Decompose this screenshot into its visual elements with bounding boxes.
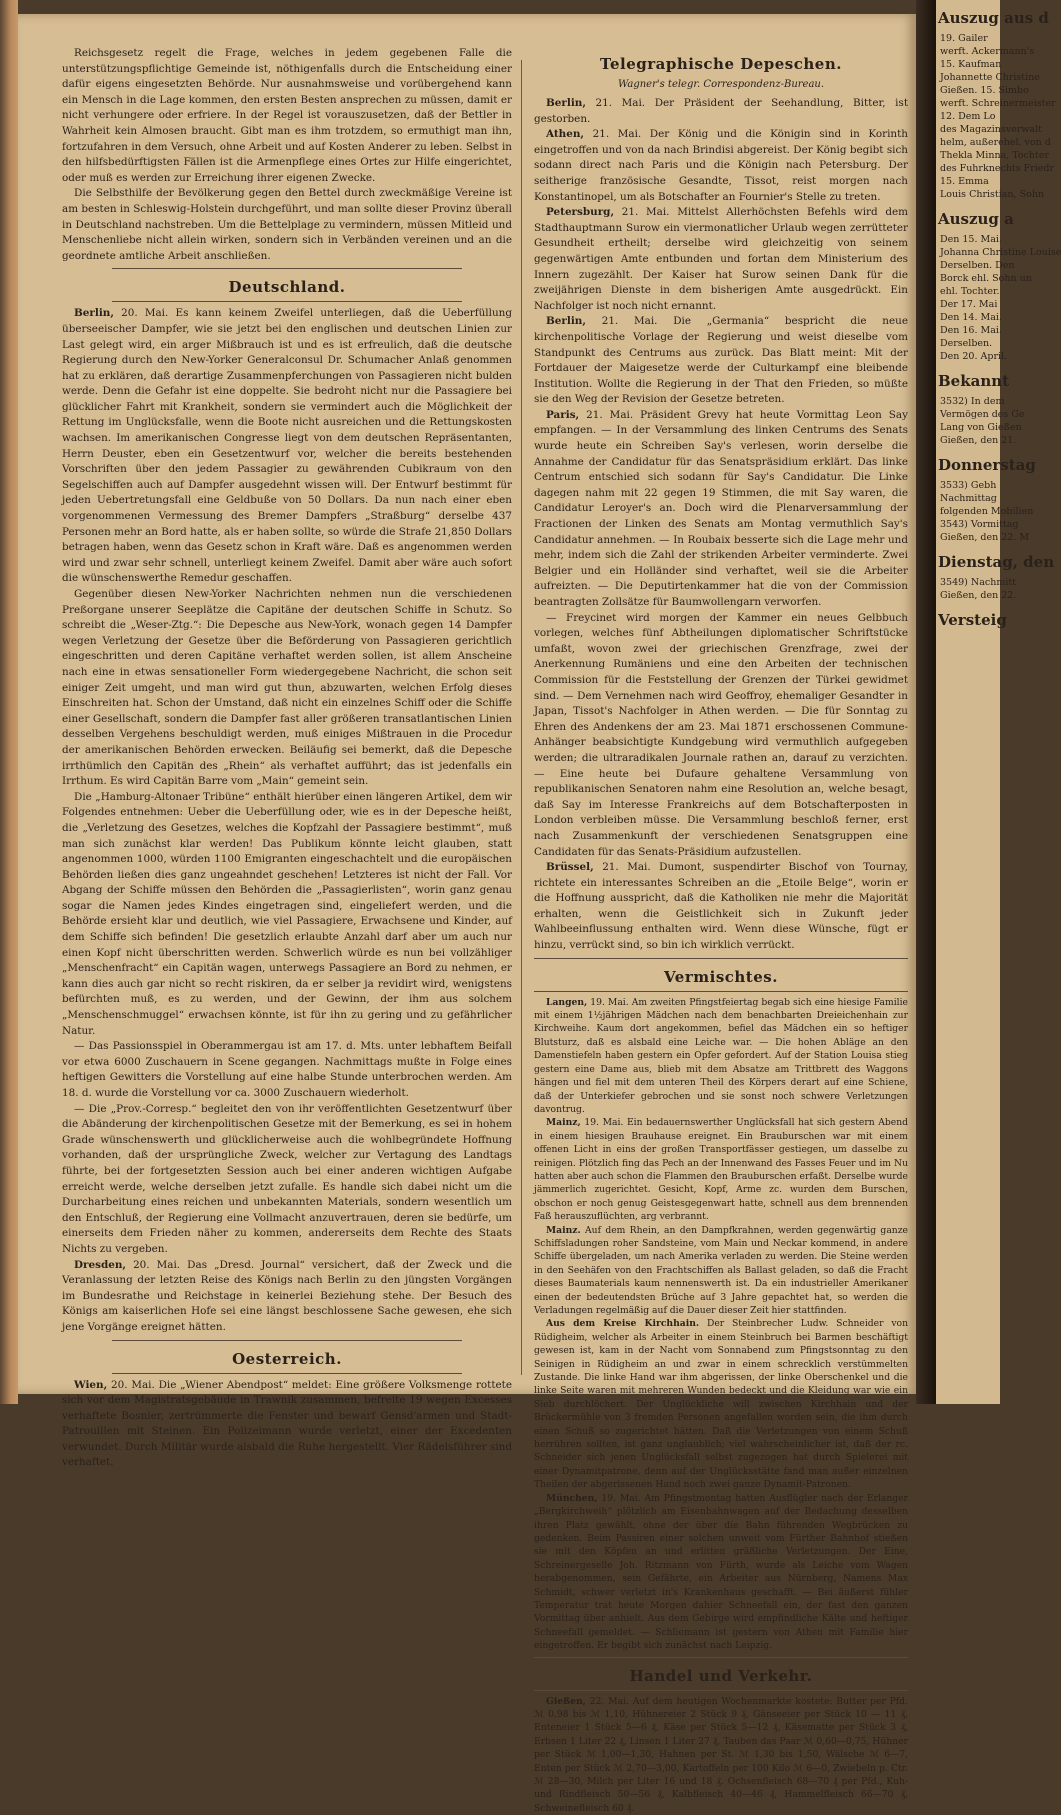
adjacent-line: 3532) In dem (940, 396, 1005, 407)
article-text: Auf dem heutigen Wochenmarkte kostete: Butter per Pfd. ℳ 0,98 bis ℳ 1,10, Hühnereier 2 Stück 9 ₰, Gänseeier per Stück 10 — 11 ₰, Enteneier 1 Stück 5—6 ₰, Käse per Stück 5—12 ₰, Käsematte per Stück 3 ₰, Erbsen 1 Liter 22 ₰, Linsen 1 Liter 27 ₰, Tauben das Paar ℳ 0,60—0,75, Hühner per Stück ℳ 1,00—1,30, Hahnen per St. ℳ 1,30 bis 1,50, Wälsche ℳ 6—7, Enten per Stück ℳ 2,70—3,00, Kartoffeln per 100 Kilo ℳ 6—0, Zwiebeln p. Ctr. ℳ 28—30, Milch per Liter 16 und 18 ₰. Ochsenfleisch 68—70 ₰ per Pfd., Kuh- und Rindfleisch 50—56 ₰, Kalbfleisch 40—46 ₰, Hammelfleisch 66—70 ₰, Schweinefleisch 60 ₰. (534, 1695, 908, 1814)
dateline: Langen, (546, 996, 588, 1008)
article-text: Dumont, suspendirter Bischof von Tournay, richtete ein interessantes Schreiben an die „Etoile Belge“, worin er die Hoffnung ausspricht, daß die Katholiken nie mehr die Majorität erhalten, wenn die Geistlichkeit sich in Zukunft jeder Wahlbeeinflussung enthalten wird. Wenn diese Wünsche, fügt er hinzu, verrückt sind, so bin ich wirklich verrückt. (534, 861, 908, 952)
adjacent-line: des Fuhrknechts Friedr (940, 163, 1055, 174)
article-text: Der Präsident der Seehandlung, Bitter, ist gestorben. (534, 97, 909, 125)
divider (112, 301, 462, 302)
dateline: München, (546, 1492, 598, 1504)
news-item (534, 860, 908, 954)
section-heading-oesterreich: Oesterreich. (232, 1349, 342, 1368)
dateline: Gießen, (546, 1695, 586, 1707)
news-item (534, 96, 908, 127)
adjacent-line: Nachmittag (940, 493, 997, 504)
news-item (534, 1695, 908, 1815)
article-text: — Die „Prov.-Corresp.“ begleitet den von ihr veröffentlichten Gesetzentwurf über die Abänderung der kirchenpolitischen Gesetze mit der Bemerkung, es sei in hohem Grade wünschenswerth und glücklicherweise auch die wohlbegründete Hoffnung vorhanden, daß der ursprüngliche Zweck, welcher zur Vertagung des Landtags führte, bei der fortgesetzten Session auch bei einer anderen wichtigen Aufgabe erreicht werde, welche derselben jetzt zufalle. Es handle sich dabei nicht um die Durcharbeitung eines reichen und unbekannten Materials, sondern wesentlich um den Entschluß, der Regierung eine Vollmacht anzuvertrauen, deren sie bedürfe, um einerseits dem Frieden näher zu kommen, andererseits dem Rechte des Staats Nichts zu vergeben. (62, 1102, 512, 1255)
date: 21. Mai. (595, 97, 646, 109)
adjacent-line: Gießen, den 21. (940, 435, 1017, 446)
date: 22. Mai. (589, 1695, 629, 1707)
adjacent-heading: Auszug a (938, 210, 1014, 228)
right-column (534, 46, 909, 1814)
article-text: Präsident Grevy hat heute Vormittag Leon Say empfangen. — In der Versammlung des linken Centrums des Senats wurde heute ein Schreiben Say's verlesen, worin derselbe die Annahme der Candidatur für das Senatspräsidium erklärt. Das linke Centrum entschied sich sodann für Say's Candidatur. Die Linke dagegen nahm mit 22 gegen 19 Stimmen, die mit Say waren, die Candidatur Leroyer's an. Doch wird die Plenarversammlung der Fractionen der Linken des Senats am Montag vermuthlich Say's Candidatur annehmen. — In Roubaix besserte sich die Lage mehr und mehr, indem sich die Zahl der strikenden Arbeiter verminderte. Zwei Belgier und ein Holländer sind verhaftet, weil sie die Arbeiter aufreizten. — Die Deputirtenkammer hat die von der Commission beantragten Zollsätze für Baumwollengarn verworfen. (534, 408, 908, 608)
news-item (534, 1317, 908, 1491)
dateline: Petersburg, (546, 206, 615, 219)
divider (112, 268, 462, 269)
adjacent-line: 15. Kaufman (940, 59, 1002, 70)
left-column (62, 46, 512, 1469)
dateline: Wien, (74, 1378, 108, 1391)
section-heading-deutschland: Deutschland. (228, 278, 346, 297)
adjacent-line: Derselben. (940, 338, 993, 349)
article-text: Die „Germania“ bespricht die neue kirchenpolitische Vorlage der Regierung und weist dieselbe vom Standpunkt des Centrums aus zurück. Das Blatt meint: Mit der Fortdauer der Maigesetze werde der Culturkampf eine bleibende Institution. Wollte die Regierung in der That den Frieden, so müßte sie den Weg der Revision der Gesetze betreten. (534, 315, 908, 406)
date: 21. Mai. (601, 315, 658, 328)
oesterreich-articles (62, 1378, 512, 1472)
adjacent-heading: Auszug aus d (938, 9, 1049, 27)
news-item (534, 1116, 908, 1223)
intro-article (62, 46, 512, 264)
article-text: Mittelst Allerhöchsten Befehls wird dem Stadthauptmann Surow ein viermonatlicher Urlaub wegen zerrütteter Gesundheit ertheilt; derselbe wird gleichzeitig von seinem gegenwärtigen Amte entbunden und fortan dem Ministerium des Innern zugezählt. Der Kaiser hat Surow seinen Dank für die zweijährigen Dienste in dem bisherigen Amte ausgedrückt. Ein Nachfolger ist noch nicht ernannt. (534, 206, 909, 312)
news-item (534, 205, 908, 314)
dateline: Mainz, (546, 1117, 581, 1129)
adjacent-line: 15. Emma (940, 176, 989, 187)
column-divider (521, 60, 522, 1375)
handel-articles (534, 1695, 908, 1815)
date: 19. Mai. (601, 1492, 641, 1504)
telegraph-articles (534, 96, 908, 954)
article-text: Die „Wiener Abendpost“ meldet: Eine größere Volksmenge rottete sich vor dem Magistratsgebäude in Trawnik zusammen, befreite 19 wegen Excesses verhaftete Bosnier, zertrümmerte die Fenster und bewarf Gensd'armen und Stadt-Patrouillen mit Steinen. Ein Polizeimann wurde verletzt, einer der Excedenten verwundet. Durch Militär wurde alsbald die Ruhe hergestellt. Vier Rädelsführer sind verhaftet. (62, 1378, 512, 1469)
adjacent-line: Lang von Gießen (940, 422, 1022, 433)
adjacent-line: 3533) Gebh (940, 480, 997, 491)
date: 19. Mai. (590, 996, 629, 1008)
article-text: Der König und die Königin sind in Korinth eingetroffen und von da nach Brindisi abgereist. Der König begibt sich sodann direct nach Paris und die Königin nach Petersburg. Der seitherige französische Gesandte, Tissot, reist morgen nach Konstantinopel, um als Botschafter an Fournier's Stelle zu treten. (534, 128, 908, 203)
article-text: Auf dem Rhein, an den Dampfkrahnen, werden gegenwärtig ganze Schiffsladungen roher Sandsteine, vom Main und Neckar kommend, in andere Schiffe übergeladen, um nach Amerika verladen zu werden. Die Steine werden in den Seehäfen von den Frachtschiffen als Ballast geladen, so daß die Fracht dieses Baumaterials kaum nennenswerth ist. Da ein industrieller Amerikaner einen der bedeutendsten Brüche auf 3 Jahre gepachtet hat, so werden die Verladungen regelmäßig auf die Dauer dieser Zeit hier stattfinden. (534, 1224, 908, 1316)
adjacent-page-edge (936, 0, 1061, 1404)
news-item (534, 996, 908, 1117)
adjacent-line: des Magazinsverwalt (940, 124, 1042, 135)
adjacent-line: 12. Dem Lo (940, 111, 996, 122)
adjacent-line: Louis Christian, Sohn (940, 189, 1045, 200)
news-item (62, 1258, 512, 1336)
dateline: Aus dem Kreise Kirchhain. (546, 1318, 700, 1330)
adjacent-line: ehl. Tochter. (940, 286, 1000, 297)
article-text: Die „Hamburg-Altonaer Tribüne“ enthält hierüber einen längeren Artikel, dem wir Folgendes entnehmen: Ueber die Ueberfüllung oder, wie es in der Depesche heißt, die „Verletzung des Gesetzes, welches die Kopfzahl der Passagiere bestimmt“, muß man sich zunächst klar werden! Das Publikum könnte leicht glauben, statt angenommen 1000, würden 1100 Emigranten eingeschachtelt und die europäischen Behörden ließen dies ganz ungeahndet geschehen! Letzteres ist nicht der Fall. Vor Abgang der Schiffe müssen den Behörden die „Passagierlisten“, worin ganz genau sogar die Namen jedes Kindes eingetragen sind, eingeliefert werden, und die Behörde ersieht klar und deutlich, wie viel Passagiere, Erwachsene und Kinder, auf dem Schiffe sich befinden! Die gesetzlich erlaubte Anzahl darf aber um auch nur einen Kopf nicht überschritten werden. Schwerlich würde es nun bei vollzähliger „Menschenfracht“ ein Capitän wagen, unterwegs Passagiere an Bord zu nehmen, er kann dies auch gar nicht so recht riskiren, da er selber ja revidirt wird, wenigstens befürchten muß, es zu werden, und der Gewinn, der ihm aus solchem „Menschenschmuggel“ erwachsen könnte, ist für ihn zu gering und zu gefährlicher Natur. (62, 790, 512, 1037)
adjacent-line: Gießen. 15. Simbo (940, 85, 1029, 96)
vermischtes-articles (534, 996, 908, 1653)
adjacent-heading: Versteig (938, 611, 1007, 629)
adjacent-line: Der 17. Mai (940, 299, 998, 310)
article-text: Es kann keinem Zweifel unterliegen, daß die Ueberfüllung überseeischer Dampfer, wie sie jetzt bei den englischen und deutschen Linien zur Last gelegt wird, ein arger Mißbrauch ist und es ist erfreulich, daß die deutsche Regierung durch den New-Yorker Generalconsul Dr. Schumacher Anlaß genommen hat zu erklären, daß derartige Zusammenpferchungen von Passagieren nicht bulden werde. Denn die Gefahr ist eine doppelte. Sie bedroht nicht nur die Passagiere bei glücklicher Fahrt mit Krankheit, sondern sie vermindert auch die Möglichkeit der Rettung im Unglücksfalle, wenn die Boote nicht ausreichen und die Rettungskosten wachsen. Im amerikanischen Congresse liegt von dem deutschen Repräsentanten, Herrn Deuster, eben ein Gesetzentwurf vor, welcher die bereits bestehenden Vorschriften über den jedem Passagier zu gewährenden Cubikraum von den Segelschiffen auch auf Dampfer ausgedehnt wissen will. Der Entwurf bestimmt für jeden Uebertretungsfall eine Geldbuße von 50 Dollars. Da nun nach einer eben vorgenommenen Vermessung des Bremer Dampfers „Straßburg“ derselbe 437 Personen mehr an Bord hatte, als er haben sollte, so würde die Strafe 21,850 Dollars betragen haben, wenn das Gesetz schon in Kraft wäre. Daß es angenommen werden wird und zwar sehr schnell, unterliegt keinem Zweifel. Damit aber wäre auch sofort die wünschenswerthe Remedur geschaffen. (62, 307, 512, 585)
dateline: Berlin, (74, 307, 114, 320)
adjacent-page-text (936, 6, 1061, 632)
news-item (534, 1492, 908, 1653)
news-item (62, 306, 512, 587)
book-gutter (916, 0, 936, 1404)
dateline: Paris, (546, 408, 580, 421)
news-item (534, 611, 908, 861)
article-text: Am Pfingstmontag hatten Ausflügler nach der Erlanger „Bergkirchweih“ plötzlich am Eisenbahnwagen auf der Bedachung desselben ihren Platz gewählt, ohne der über die Bahn führenden Wegbrücken zu gedenken. Beim Passiren einer solchen unweit vom Fürther Bahnhof stießen sie mit den Köpfen an und erlitten gräßliche Verletzungen. Der Eine, Schreinergeselle Joh. Ritzmann von Fürth, wurde als Leiche vom Wagen herabgenommen, sein Gefährte, ein Arbeiter aus Nürnberg, Namens Max Schmidt, schwer verletzt in's Krankenhaus geschafft. — Bei äußerst fühler Temperatur trat heute Morgen dahier Schneefall ein, der fast den ganzen Vormittag über anhielt. Aus dem Gebirge wird empfindliche Kälte und heftiger Schneefall gemeldet. — Schliemann ist gestern von Athen mit Familie hier eingetroffen. Er begibt sich zunächst nach Leipzig. (534, 1492, 909, 1652)
dateline: Berlin, (546, 97, 586, 109)
date: 21. Mai. (602, 861, 651, 874)
adjacent-line: werft. Schreinermeister (940, 98, 1056, 109)
news-item (62, 790, 512, 1040)
divider (534, 1690, 908, 1691)
date: 21. Mai. (621, 206, 670, 219)
date: 20. Mai. (133, 1258, 181, 1271)
divider (534, 958, 908, 959)
adjacent-heading: Donnerstag (938, 456, 1036, 474)
news-item (534, 1224, 908, 1318)
adjacent-heading: Dienstag, den (938, 553, 1055, 571)
date: 20. Mai. (121, 307, 169, 320)
date: 20. Mai. (111, 1378, 155, 1391)
adjacent-line: folgenden Mobilien (940, 506, 1034, 517)
dateline: Brüssel, (546, 861, 594, 874)
article-text: Am zweiten Pfingstfeiertag begab sich eine hiesige Familie mit einem 1½jährigen Mädchen nach dem benachbarten Dreieichenhain zur Kirchweihe. Kaum dort angekommen, befiel das Mädchen ein so heftiger Blutsturz, daß es alsbald eine Leiche war. — Die hohen Abläge an den Damenstiefeln haben gestern ein Opfer gefordert. Auf der Station Louisa stieg gestern eine Dame aus, blieb mit dem Absatze am Trittbrett des Waggons hängen und fiel mit dem unteren Theil des Körpers derart auf eine Schiene, daß der Unterkiefer gebrochen und sie sonst noch schwere Verletzungen davontrug. (534, 996, 908, 1115)
book-spine (0, 0, 18, 1404)
news-item (534, 408, 908, 611)
adjacent-heading: Bekannt (938, 372, 1010, 390)
news-item (62, 1102, 512, 1258)
dateline: Dresden, (74, 1258, 126, 1271)
paragraph: Reichsgesetz regelt die Frage, welches in jedem gegebenen Falle die unterstützungspflichtige Gemeinde ist, nöthigenfalls durch die Entscheidung einer dafür eigens eingesetzten Behörde. Nur ausnahmsweise und vorübergehend kann ein Mensch in die Lage kommen, den ersten Besten ansprechen zu müssen, damit er nicht verhungere oder erfriere. In der Regel ist vorauszusetzen, daß der Bettler in Wahrheit kein Almosen braucht. Gibt man es ihm trotzdem, so ermuthigt man ihn, fortzufahren in dem Versuch, ohne Arbeit und auf Kosten Anderer zu leben. Selbst in den hilfsbedürftigsten Fällen ist die Armenpflege eines Ortes zur Hilfe eingerichtet, oder muß es werden zur Erreichung ihrer eigenen Zwecke. (62, 47, 512, 184)
dateline: Berlin, (546, 315, 586, 328)
section-heading-vermischtes: Vermischtes. (664, 967, 778, 986)
deutschland-articles (62, 306, 512, 1335)
adjacent-line: Johanna Christine Louise (940, 247, 1061, 258)
article-text: — Das Passionsspiel in Oberammergau ist am 17. d. Mts. unter lebhaftem Beifall vor etwa 6000 Zuschauern in Scene gegangen. Nachmittags mußte in Folge eines heftigen Gewitters die Vorstellung auf eine halbe Stunde unterbrochen werden. Am 18. d. wurde die Vorstellung vor ca. 3000 Zuschauern wiederholt. (62, 1040, 512, 1099)
adjacent-line: Borck ehl. Sohn un (940, 273, 1032, 284)
news-item (534, 314, 908, 408)
adjacent-line: Den 20. April. (940, 351, 1008, 362)
adjacent-line: Thekla Minna, Tochter (940, 150, 1049, 161)
divider (534, 1657, 908, 1658)
adjacent-line: Johannette Christine (940, 72, 1040, 83)
paragraph: Die Selbsthilfe der Bevölkerung gegen den Bettel durch zweckmäßige Vereine ist am besten in Schleswig-Holstein durchgeführt, und man sollte dieser Provinz überall in Deutschland nachstreben. Um die Bettelplage zu vermindern, müssen Mitleid und Menschenliebe nicht allein wirken, sondern sich in Verbänden vereinen und an die geordnete amtliche Arbeit anschließen. (62, 187, 512, 262)
article-text: — Freycinet wird morgen der Kammer ein neues Gelbbuch vorlegen, welches fünf Abtheilungen diplomatischer Schriftstücke umfaßt, wovon zwei der griechischen Grenzfrage, zwei der Anerkennung Rumäniens und eine den Arbeiten der technischen Commission für die Feststellung der Grenzen der Türkei gewidmet sind. — Dem Vernehmen nach wird Geoffroy, ehemaliger Gesandter in Japan, Tissot's Nachfolger in Athen werden. — Die für Sonntag zu Ehren des Andenkens der am 23. Mai 1871 erschossenen Commune-Anhänger beabsichtigte Kundgebung wird vermuthlich aufgegeben werden; die ultraradikalen Journale rathen an, darauf zu verzichten. — Eine heute bei Dufaure gehaltene Versammlung von republikanischen Senatoren nahm eine Resolution an, welche besagt, daß Say im Interesse Frankreichs auf dem Botschafterposten in London verbleiben müsse. Die Versammlung beschloß ferner, erst nach Zusammenkunft der verschiedenen Senatsgruppen eine Candidaten für das Senats-Präsidium aufzustellen. (534, 611, 908, 858)
adjacent-line: Gießen, den 22. M (940, 532, 1030, 543)
adjacent-line: Gießen, den 22. (940, 590, 1017, 601)
dateline: Mainz. (546, 1224, 581, 1236)
adjacent-line: helm, außerehel. von d (940, 137, 1051, 148)
dateline: Athen, (546, 128, 585, 141)
adjacent-line: 3543) Vormittag (940, 519, 1019, 530)
article-text: Ein bedauernswerther Unglücksfall hat sich gestern Abend in einem hiesigen Brauhause ereignet. Ein Brauburschen war mit einem offenen Licht in eins der großen Transportfässer gestiegen, um dasselbe zu reinigen. Plötzlich fing das Pech an der Innenwand des Fasses Feuer und im Nu hatten aber auch schon die Flammen den Brauburschen erfaßt. Derselbe wurde jämmerlich zugerichtet. Gesicht, Kopf, Arme zc. wurden dem Burschen, obschon er noch genug Geistesgegenwart hatte, schnell aus dem brennenden Faß herauszuflüchten, arg verbrannt. (534, 1117, 909, 1223)
adjacent-line: Vermögen des Ge (940, 409, 1025, 420)
adjacent-line: 3549) Nachmitt (940, 577, 1016, 588)
article-text: Der Steinbrecher Ludw. Schneider von Rüdigheim, welcher als Arbeiter in einem Steinbruch bei Barmen beschäftigt gewesen ist, kam in der Nacht vom Sonnabend zum Pfingstsonntag zu den Seinigen in Rüdigheim an und zwar in einem schrecklich verstümmelten Zustande. Die linke Hand war ihm abgerissen, der linke Oberschenkel und die linke Seite waren mit mehreren Wunden bedeckt und die Kleidung war wie ein Sieb durchlöchert. Der Unglückliche will zwischen Kirchhain und der Brückermühle von 3 fremden Personen angefallen worden sein, die ihm durch einen Schuß so zugerichtet hätten. Daß die Verletzungen von einem Schuß herrühren sollten, ist ganz unglaublich; viel wahrscheinlicher ist, daß der rc. Schneider sich jenen Unglücksfall selbst zugezogen hat durch Spielerei mit einer Dynamitpatrone, denn auf der Unglücksstätte fand man außer einzelnen Theilen der abgerissenen Hand noch zwei ganze Dynamit-Patronen. (534, 1318, 908, 1491)
telegraph-source: Wagner's telegr. Correspondenz-Bureau. (617, 79, 825, 90)
adjacent-line: Den 16. Mai. (940, 325, 1002, 336)
section-heading-handel: Handel und Verkehr. (629, 1666, 813, 1685)
adjacent-line: Derselben. Den (940, 260, 1015, 271)
adjacent-line: 19. Gailer (940, 33, 988, 44)
news-item (62, 1039, 512, 1101)
date: 21. Mai. (592, 128, 642, 141)
section-heading-telegraph: Telegraphische Depeschen. (600, 55, 842, 73)
news-item (62, 1378, 512, 1472)
divider (534, 991, 908, 992)
date: 21. Mai. (586, 408, 634, 421)
news-item (534, 127, 908, 205)
divider (112, 1340, 462, 1341)
article-text: Gegenüber diesen New-Yorker Nachrichten nehmen nun die verschiedenen Preßorgane unserer Seeplätze die Capitäne der deutschen Schiffe in Schutz. So schreibt die „Weser-Ztg.“: Die Depesche aus New-York, wonach gegen 14 Dampfer wegen Verletzung der Gesetze über die Beförderung von Passagieren gerichtlich eingeschritten und deren Capitäne verhaftet werden sollen, ist allem Anscheine nach eine in etwas sensationeller Form wiedergegebene Nachricht, die schon seit einiger Zeit umgeht, und man wird gut thun, abzuwarten, welchen Erfolg dieses Einschreiten hat. Schon der Umstand, daß nicht ein einzelnes Schiff oder die Schiffe einer Gesellschaft, sondern die Dampfer fast aller größeren transatlantischen Linien desselben Vergehens beschuldigt werden, muß einiges Mißtrauen in die Procedur der amerikanischen Behörden erwecken. Beiläufig sei bemerkt, daß die Depesche irrthümlich den Capitän des „Rhein“ als verhaftet aufführt; das ist jedenfalls ein Irrthum. Es wird Capitän Barre vom „Main“ gemeint sein. (62, 588, 512, 788)
news-item (62, 587, 512, 790)
adjacent-line: Den 15. Mai. (940, 234, 1002, 245)
adjacent-line: Den 14. Mai. (940, 312, 1002, 323)
adjacent-line: werft. Ackermann's (940, 46, 1035, 57)
divider (112, 1373, 462, 1374)
date: 19. Mai. (584, 1117, 624, 1129)
article-text: Das „Dresd. Journal“ versichert, daß der Zweck und die Veranlassung der letzten Reise des Königs nach Berlin zu den jüngsten Vorgängen im Bundesrathe und Reichstage in keinerlei Beziehung stehe. Der Besuch des Königs am kaiserlichen Hofe sei eine längst beschlossene Sache gewesen, ehe sich jene Vorgänge ereignet hätten. (62, 1258, 512, 1333)
